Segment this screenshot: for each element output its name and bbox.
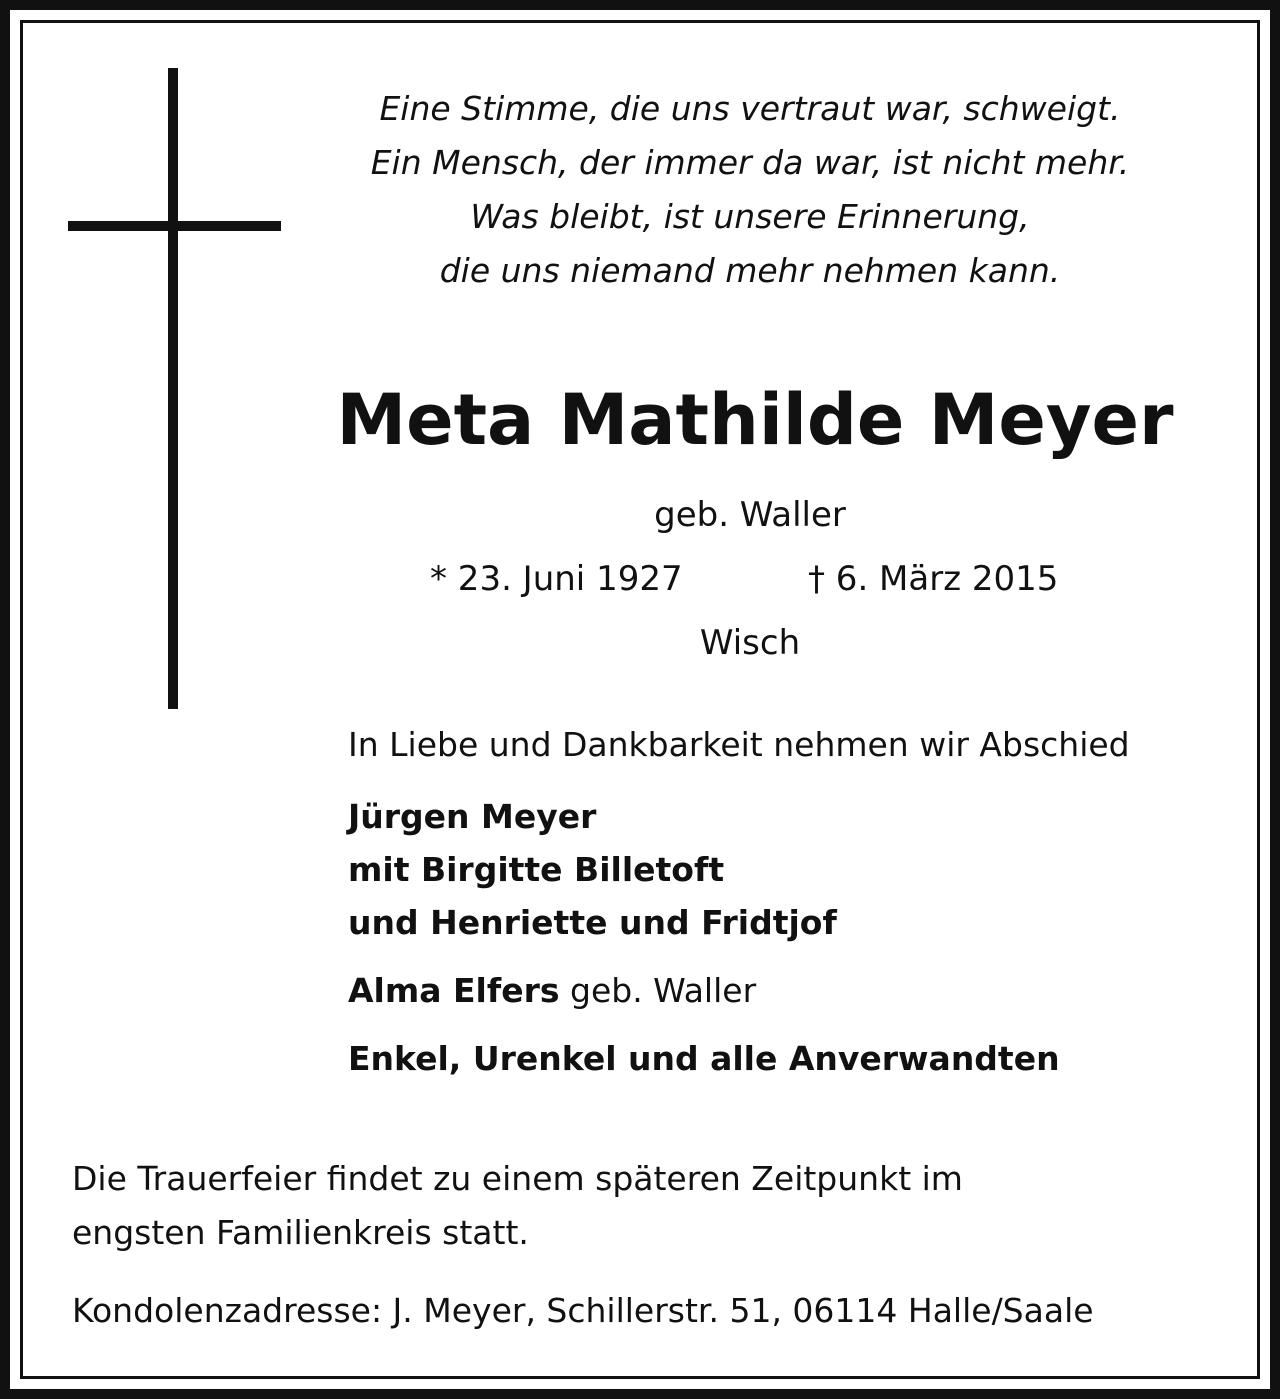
deceased-name: Meta Mathilde Meyer — [336, 379, 1174, 461]
mourner-group — [348, 790, 837, 949]
poem-line: Eine Stimme, die uns vertraut war, schweigt. — [379, 89, 1121, 128]
poem-line: die uns niemand mehr nehmen kann. — [439, 251, 1061, 290]
mourner-line: Jürgen Meyer — [348, 797, 597, 836]
ceremony-line: Die Trauerfeier findet zu einem späteren Zeitpunkt im — [72, 1159, 963, 1198]
mourner-group — [348, 966, 756, 1016]
mourner-line: mit Birgitte Billetoft — [348, 850, 725, 889]
poem-line: Was bleibt, ist unsere Erinnerung, — [470, 197, 1030, 236]
place-name: Wisch — [699, 623, 801, 663]
cross-vertical-bar — [168, 68, 178, 709]
memorial-poem — [330, 82, 1170, 298]
birth-date: * 23. Juni 1927 — [430, 559, 683, 599]
condolence-address: Kondolenzadresse: J. Meyer, Schillerstr. 51, 06114 Halle/Saale — [72, 1291, 1094, 1330]
ceremony-line: engsten Familienkreis statt. — [72, 1213, 529, 1252]
death-date: † 6. März 2015 — [808, 559, 1059, 599]
cross-horizontal-bar — [68, 221, 281, 231]
mourner-group: Enkel, Urenkel und alle Anverwandten — [348, 1039, 1060, 1078]
ceremony-notice — [72, 1152, 963, 1260]
maiden-name: geb. Waller — [654, 495, 846, 535]
mourner-maiden-name: geb. Waller — [559, 971, 757, 1010]
mourner-name: Alma Elfers — [348, 971, 560, 1010]
farewell-text: In Liebe und Dankbarkeit nehmen wir Abschied — [348, 725, 1130, 764]
poem-line: Ein Mensch, der immer da war, ist nicht mehr. — [370, 143, 1130, 182]
mourner-line: und Henriette und Fridtjof — [348, 903, 837, 942]
